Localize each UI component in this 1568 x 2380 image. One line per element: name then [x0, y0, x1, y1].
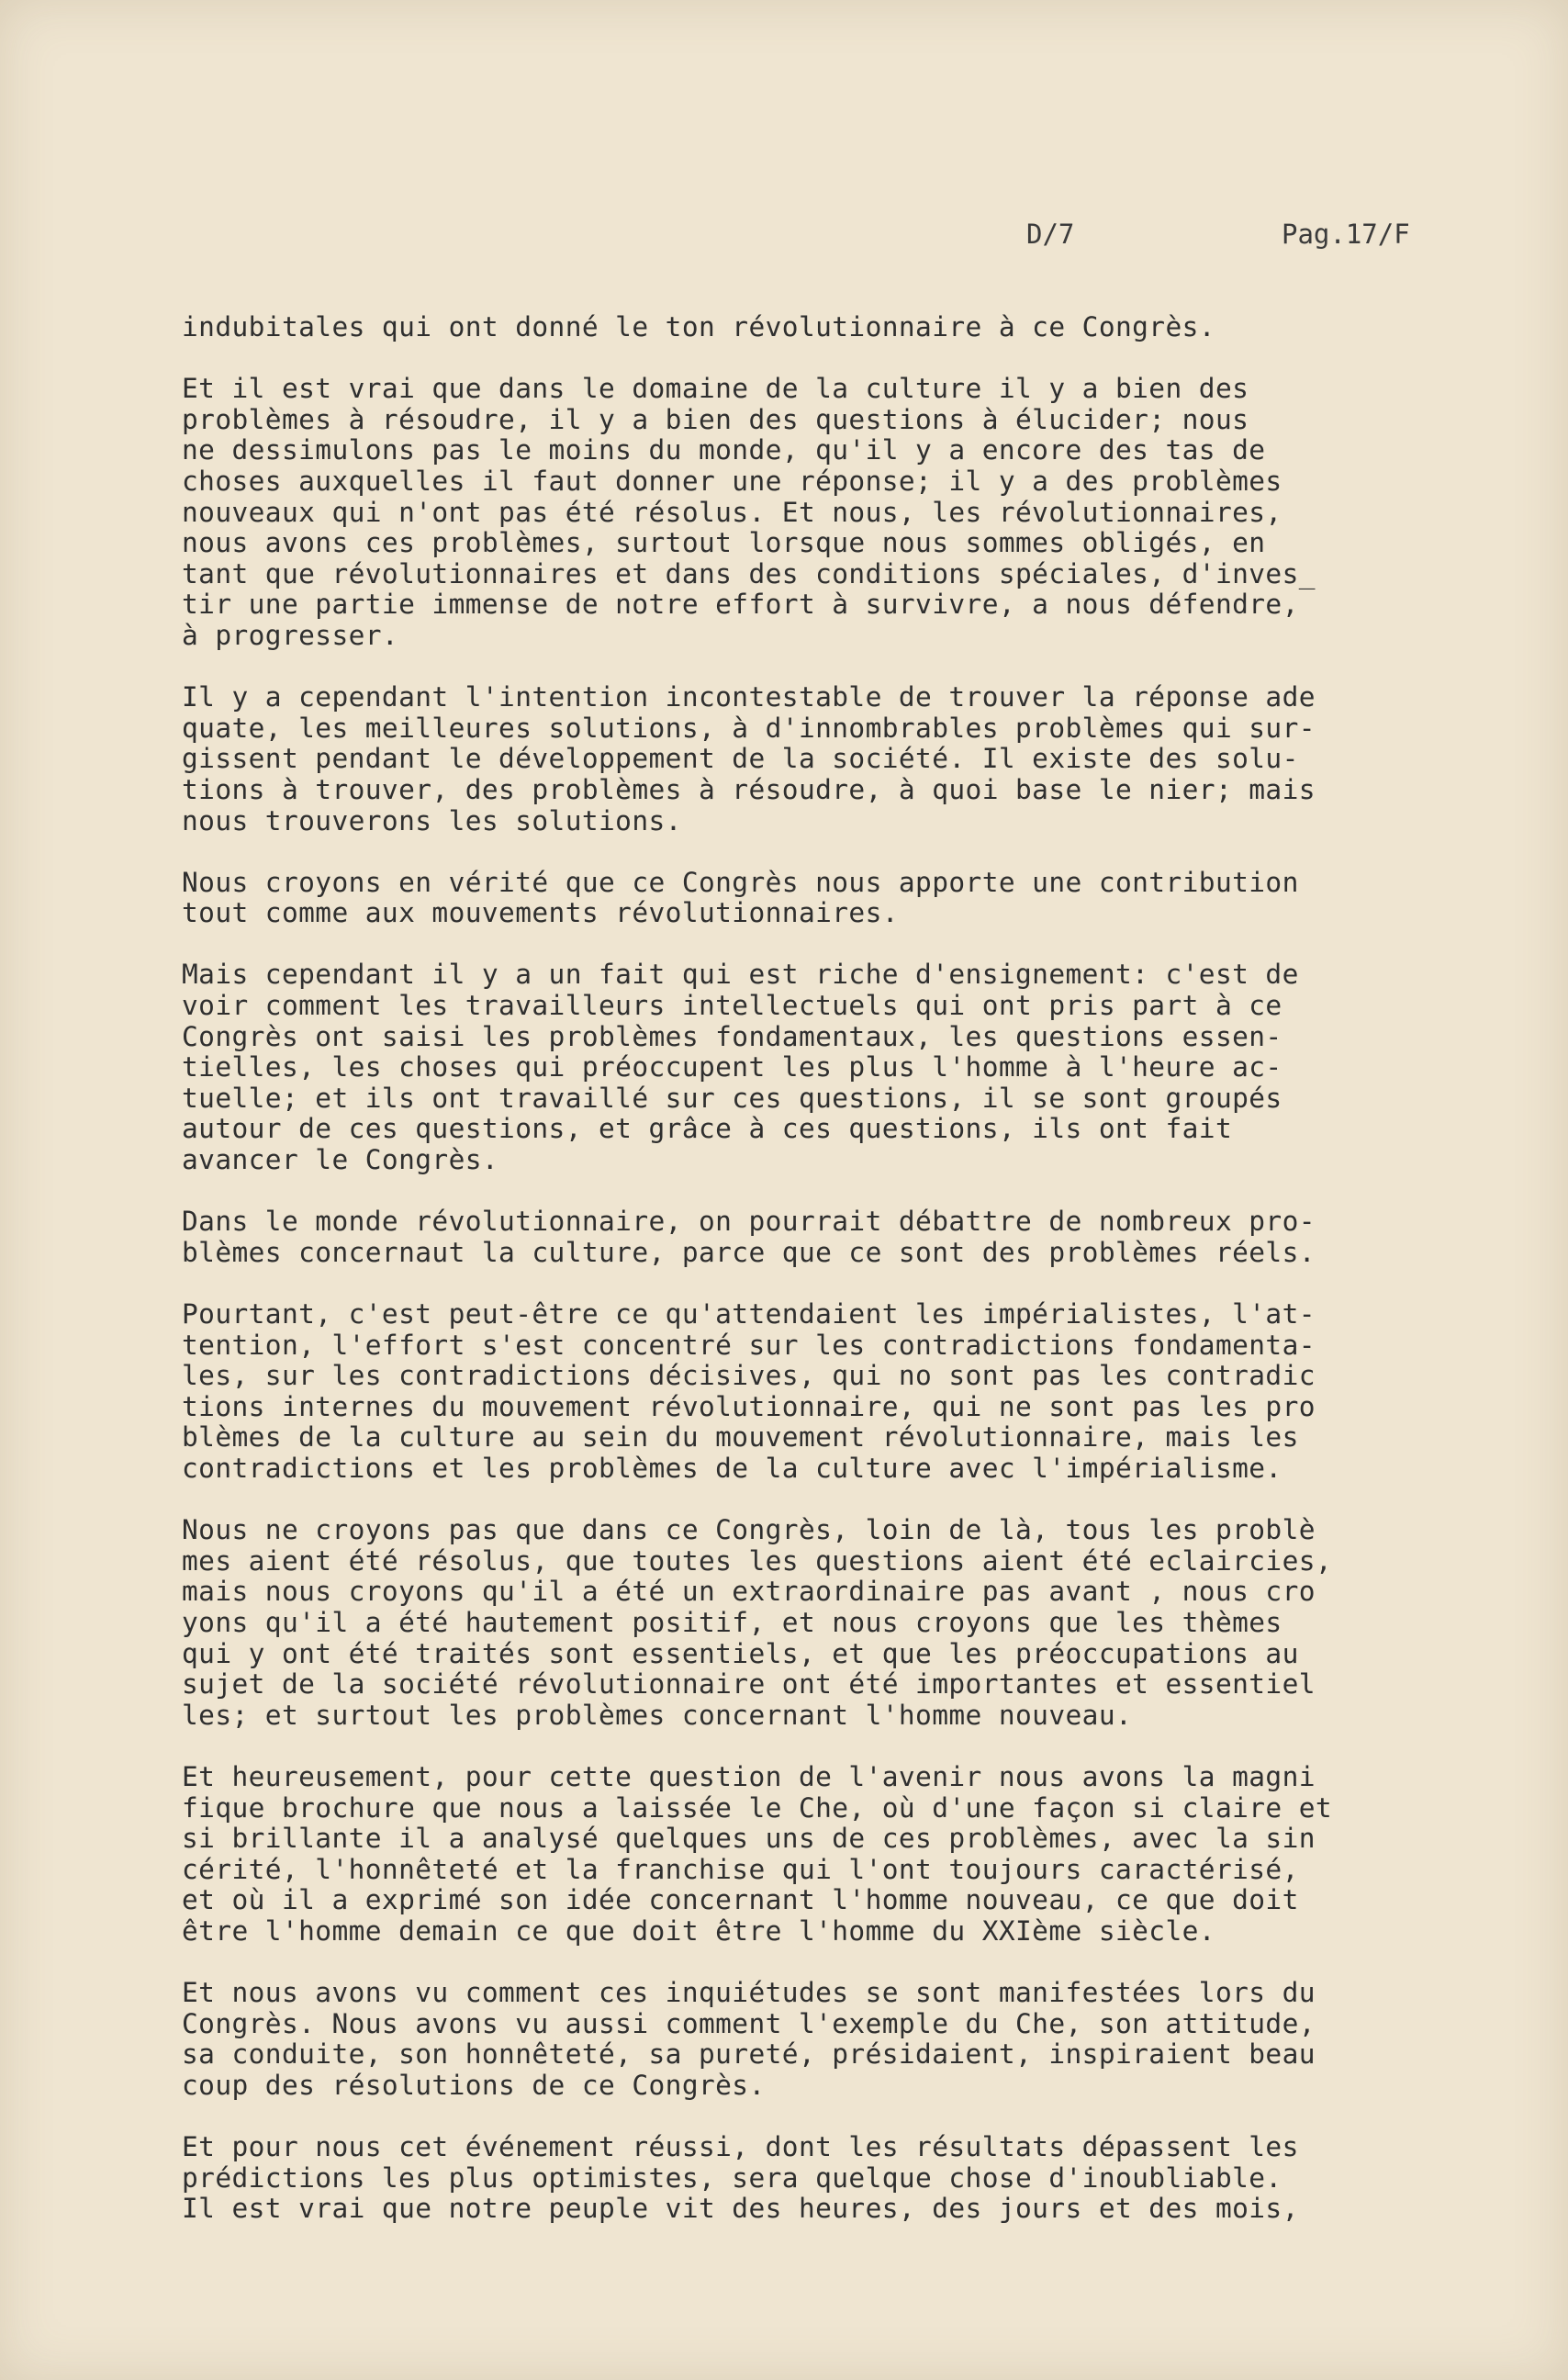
- text-line: Il y a cependant l'intention incontestable de trouver la réponse ade: [182, 681, 1316, 713]
- text-line: Et pour nous cet événement réussi, dont les résultats dépassent les: [182, 2131, 1299, 2163]
- paragraph: [182, 960, 1485, 1175]
- text-line: qui y ont été traités sont essentiels, et que les préoccupations au: [182, 1637, 1299, 1669]
- body-text: [182, 312, 1485, 2225]
- text-line: Et nous avons vu comment ces inquiétudes se sont manifestées lors du: [182, 1977, 1316, 2009]
- text-line: cérité, l'honnêteté et la franchise qui l'ont toujours caractérisé,: [182, 1853, 1299, 1885]
- text-line: prédictions les plus optimistes, sera quelque chose d'inoubliable.: [182, 2161, 1282, 2194]
- text-line: Dans le monde révolutionnaire, on pourrait débattre de nombreux pro-: [182, 1206, 1316, 1238]
- paragraph: [182, 868, 1485, 929]
- text-line: tout comme aux mouvements révolutionnaires.: [182, 897, 899, 929]
- text-line: nous avons ces problèmes, surtout lorsque nous sommes obligés, en: [182, 527, 1266, 559]
- text-line: blèmes de la culture au sein du mouvement révolutionnaire, mais les: [182, 1421, 1299, 1454]
- text-line: indubitales qui ont donné le ton révolutionnaire à ce Congrès.: [182, 311, 1215, 342]
- text-line: ne dessimulons pas le moins du monde, qu'il y a encore des tas de: [182, 434, 1266, 466]
- text-line: à progresser.: [182, 619, 399, 651]
- text-line: les, sur les contradictions décisives, qui no sont pas les contradic: [182, 1360, 1316, 1392]
- text-line: quate, les meilleures solutions, à d'innombrables problèmes qui sur-: [182, 712, 1316, 744]
- text-line: Et heureusement, pour cette question de l'avenir nous avons la magni: [182, 1760, 1316, 1792]
- text-line: Il est vrai que notre peuple vit des heures, des jours et des mois,: [182, 2193, 1299, 2225]
- text-line: sujet de la société révolutionnaire ont été importantes et essentiel: [182, 1668, 1316, 1701]
- text-line: tant que révolutionnaires et dans des conditions spéciales, d'inves_: [182, 557, 1316, 589]
- text-line: autour de ces questions, et grâce à ces questions, ils ont fait: [182, 1113, 1233, 1145]
- text-line: choses auxquelles il faut donner une réponse; il y a des problèmes: [182, 465, 1282, 497]
- text-line: voir comment les travailleurs intellectuels qui ont pris part à ce: [182, 990, 1282, 1022]
- text-line: Congrès. Nous avons vu aussi comment l'exemple du Che, son attitude,: [182, 2007, 1316, 2039]
- text-line: yons qu'il a été hautement positif, et nous croyons que les thèmes: [182, 1606, 1282, 1638]
- text-line: coup des résolutions de ce Congrès.: [182, 2069, 766, 2101]
- text-line: Congrès ont saisi les problèmes fondamentaux, les questions essen-: [182, 1020, 1282, 1052]
- text-line: avancer le Congrès.: [182, 1144, 499, 1176]
- text-line: tielles, les choses qui préoccupent les plus l'homme à l'heure ac-: [182, 1051, 1282, 1083]
- text-line: Pourtant, c'est peut-être ce qu'attendaient les impérialistes, l'at-: [182, 1298, 1316, 1330]
- text-line: contradictions et les problèmes de la culture avec l'impérialisme.: [182, 1452, 1282, 1484]
- text-line: tions à trouver, des problèmes à résoudre, à quoi base le nier; mais: [182, 773, 1316, 805]
- text-line: fique brochure que nous a laissée le Che, où d'une façon si claire et: [182, 1791, 1333, 1824]
- text-line: mes aient été résolus, que toutes les questions aient été eclaircies,: [182, 1544, 1333, 1577]
- text-line: Nous croyons en vérité que ce Congrès nous apporte une contribution: [182, 866, 1299, 898]
- text-line: les; et surtout les problèmes concernant l'homme nouveau.: [182, 1699, 1133, 1731]
- paragraph: [182, 1299, 1485, 1485]
- text-line: tuelle; et ils ont travaillé sur ces questions, il se sont groupés: [182, 1082, 1282, 1114]
- page-number: Pag.17/F: [1282, 219, 1410, 250]
- paragraph: [182, 2132, 1485, 2225]
- text-line: nous trouverons les solutions.: [182, 804, 682, 836]
- paragraph: [182, 1978, 1485, 2101]
- paragraph: [182, 1207, 1485, 1268]
- text-line: Mais cependant il y a un fait qui est riche d'ensignement: c'est de: [182, 959, 1299, 991]
- text-line: Et il est vrai que dans le domaine de la culture il y a bien des: [182, 373, 1249, 405]
- text-line: blèmes concernaut la culture, parce que ce sont des problèmes réels.: [182, 1236, 1316, 1268]
- text-line: et où il a exprimé son idée concernant l'homme nouveau, ce que doit: [182, 1884, 1299, 1916]
- document-reference: D/7: [1026, 219, 1075, 250]
- text-line: nouveaux qui n'ont pas été résolus. Et nous, les révolutionnaires,: [182, 496, 1282, 528]
- text-line: problèmes à résoudre, il y a bien des questions à élucider; nous: [182, 403, 1249, 435]
- paragraph: [182, 1762, 1485, 1948]
- paragraph: [182, 1515, 1485, 1731]
- text-line: tir une partie immense de notre effort à survivre, a nous défendre,: [182, 589, 1299, 621]
- text-line: Nous ne croyons pas que dans ce Congrès, loin de là, tous les problè: [182, 1514, 1316, 1546]
- text-line: être l'homme demain ce que doit être l'homme du XXIème siècle.: [182, 1914, 1215, 1947]
- text-line: tention, l'effort s'est concentré sur les contradictions fondamenta-: [182, 1329, 1316, 1361]
- text-line: gissent pendant le développement de la société. Il existe des solu-: [182, 743, 1299, 775]
- paragraph: [182, 374, 1485, 651]
- text-line: sa conduite, son honnêteté, sa pureté, présidaient, inspiraient beau: [182, 2038, 1316, 2071]
- text-line: mais nous croyons qu'il a été un extraordinaire pas avant , nous cro: [182, 1576, 1316, 1608]
- text-line: si brillante il a analysé quelques uns de ces problèmes, avec la sin: [182, 1823, 1316, 1855]
- paragraph: [182, 682, 1485, 836]
- paragraph: [182, 312, 1485, 343]
- text-line: tions internes du mouvement révolutionnaire, qui ne sont pas les pro: [182, 1390, 1316, 1422]
